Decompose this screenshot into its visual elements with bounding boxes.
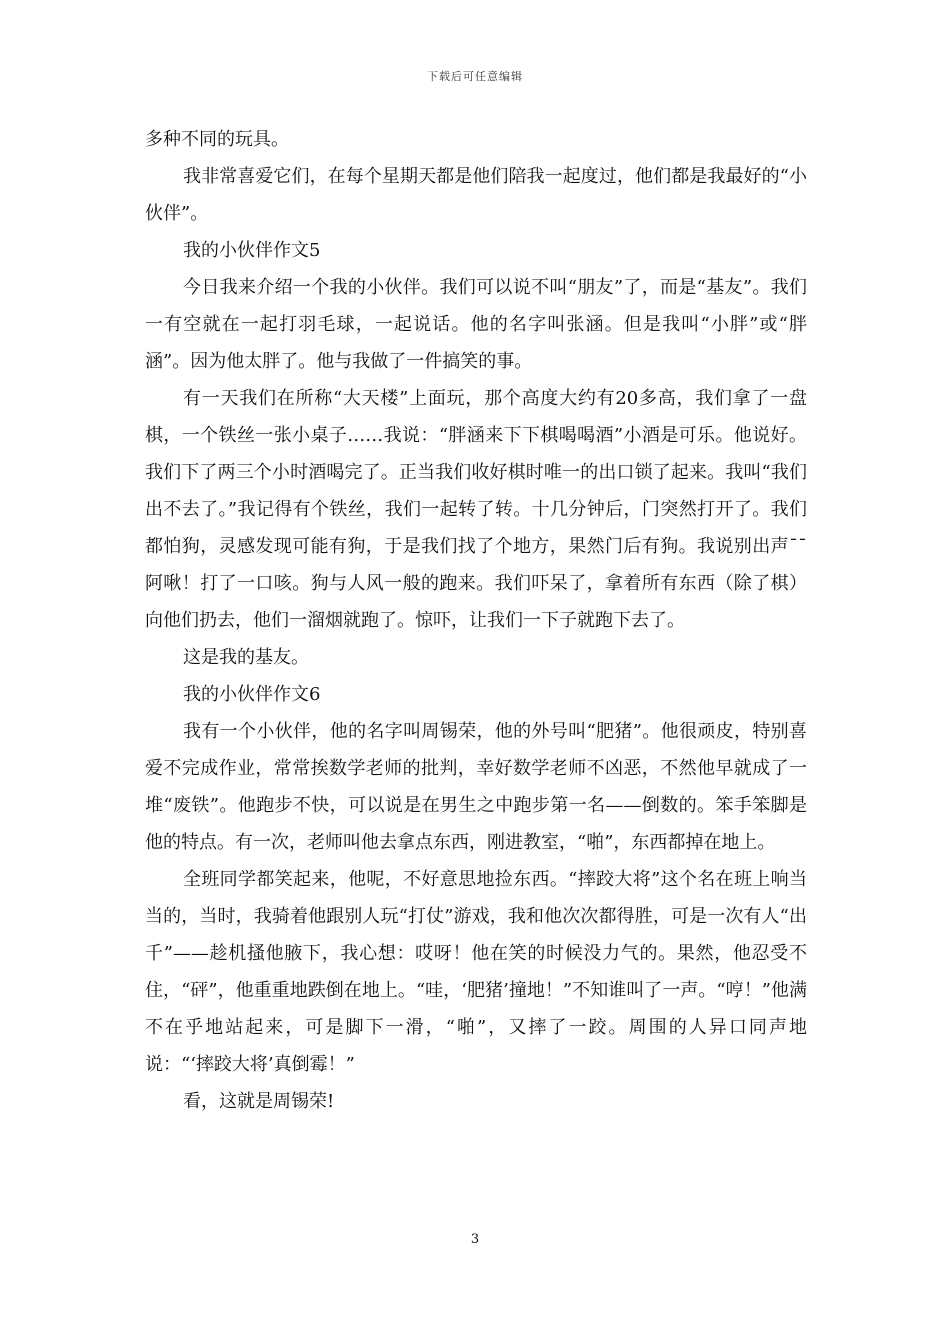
- paragraph: 今日我来介绍一个我的小伙伴。我们可以说不叫“朋友”了，而是“基友”。我们一有空就在一起打羽毛球，一起说话。他的名字叫张涵。但是我叫“小胖”或“胖涵”。因为他太胖了。他与我做了一件搞笑的事。: [145, 277, 807, 372]
- document-body: [145, 121, 807, 1120]
- page-header: 下载后可任意编辑: [427, 70, 523, 83]
- paragraph: 看，这就是周锡荣!: [183, 1091, 335, 1112]
- paragraph: 我非常喜爱它们，在每个星期天都是他们陪我一起度过，他们都是我最好的“小伙伴”。: [145, 166, 807, 224]
- paragraph: 有一天我们在所称“大天楼”上面玩，那个高度大约有20多高，我们拿了一盘棋，一个铁丝一张小桌子……我说：“胖涵来下下棋喝喝酒”小酒是可乐。他说好。我们下了两三个小时酒喝完了。正当我们收好棋时唯一的出口锁了起来。我叫“我们出不去了。”我记得有个铁丝，我们一起转了转。十几分钟后，门突然打开了。我们都怕狗，灵感发现可能有狗，于是我们找了个地方，果然门后有狗。我说别出声¯¯阿啾！打了一口咳。狗与人风一般的跑来。我们吓呆了，拿着所有东西（除了棋）向他们扔去，他们一溜烟就跑了。惊吓，让我们一下子就跑下去了。: [145, 388, 807, 631]
- section-heading: 我的小伙伴作文6: [183, 684, 321, 705]
- paragraph: 多种不同的玩具。: [145, 129, 289, 150]
- paragraph: 全班同学都笑起来，他呢，不好意思地捡东西。“摔跤大将”这个名在班上响当当的，当时，我骑着他跟别人玩“打仗”游戏，我和他次次都得胜，可是一次有人“出千”——趁机搔他腋下，我心想：哎呀！他在笑的时候没力气的。果然，他忍受不住，“砰”，他重重地跌倒在地上。“哇，‘肥猪’撞地！”不知谁叫了一声。“哼！”他满不在乎地站起来，可是脚下一滑，“啪”，又摔了一跤。周围的人异口同声地说：“‘摔跤大将’真倒霉！”: [145, 869, 807, 1075]
- page-number: 3: [470, 1232, 480, 1247]
- paragraph: 这是我的基友。: [183, 647, 309, 668]
- paragraph: 我有一个小伙伴，他的名字叫周锡荣，他的外号叫“肥猪”。他很顽皮，特别喜爱不完成作业，常常挨数学老师的批判，幸好数学老师不凶恶，不然他早就成了一堆“废铁”。他跑步不快，可以说是在男生之中跑步第一名——倒数的。笨手笨脚是他的特点。有一次，老师叫他去拿点东西，刚进教室，“啪”，东西都掉在地上。: [145, 721, 807, 853]
- section-heading: 我的小伙伴作文5: [183, 240, 321, 261]
